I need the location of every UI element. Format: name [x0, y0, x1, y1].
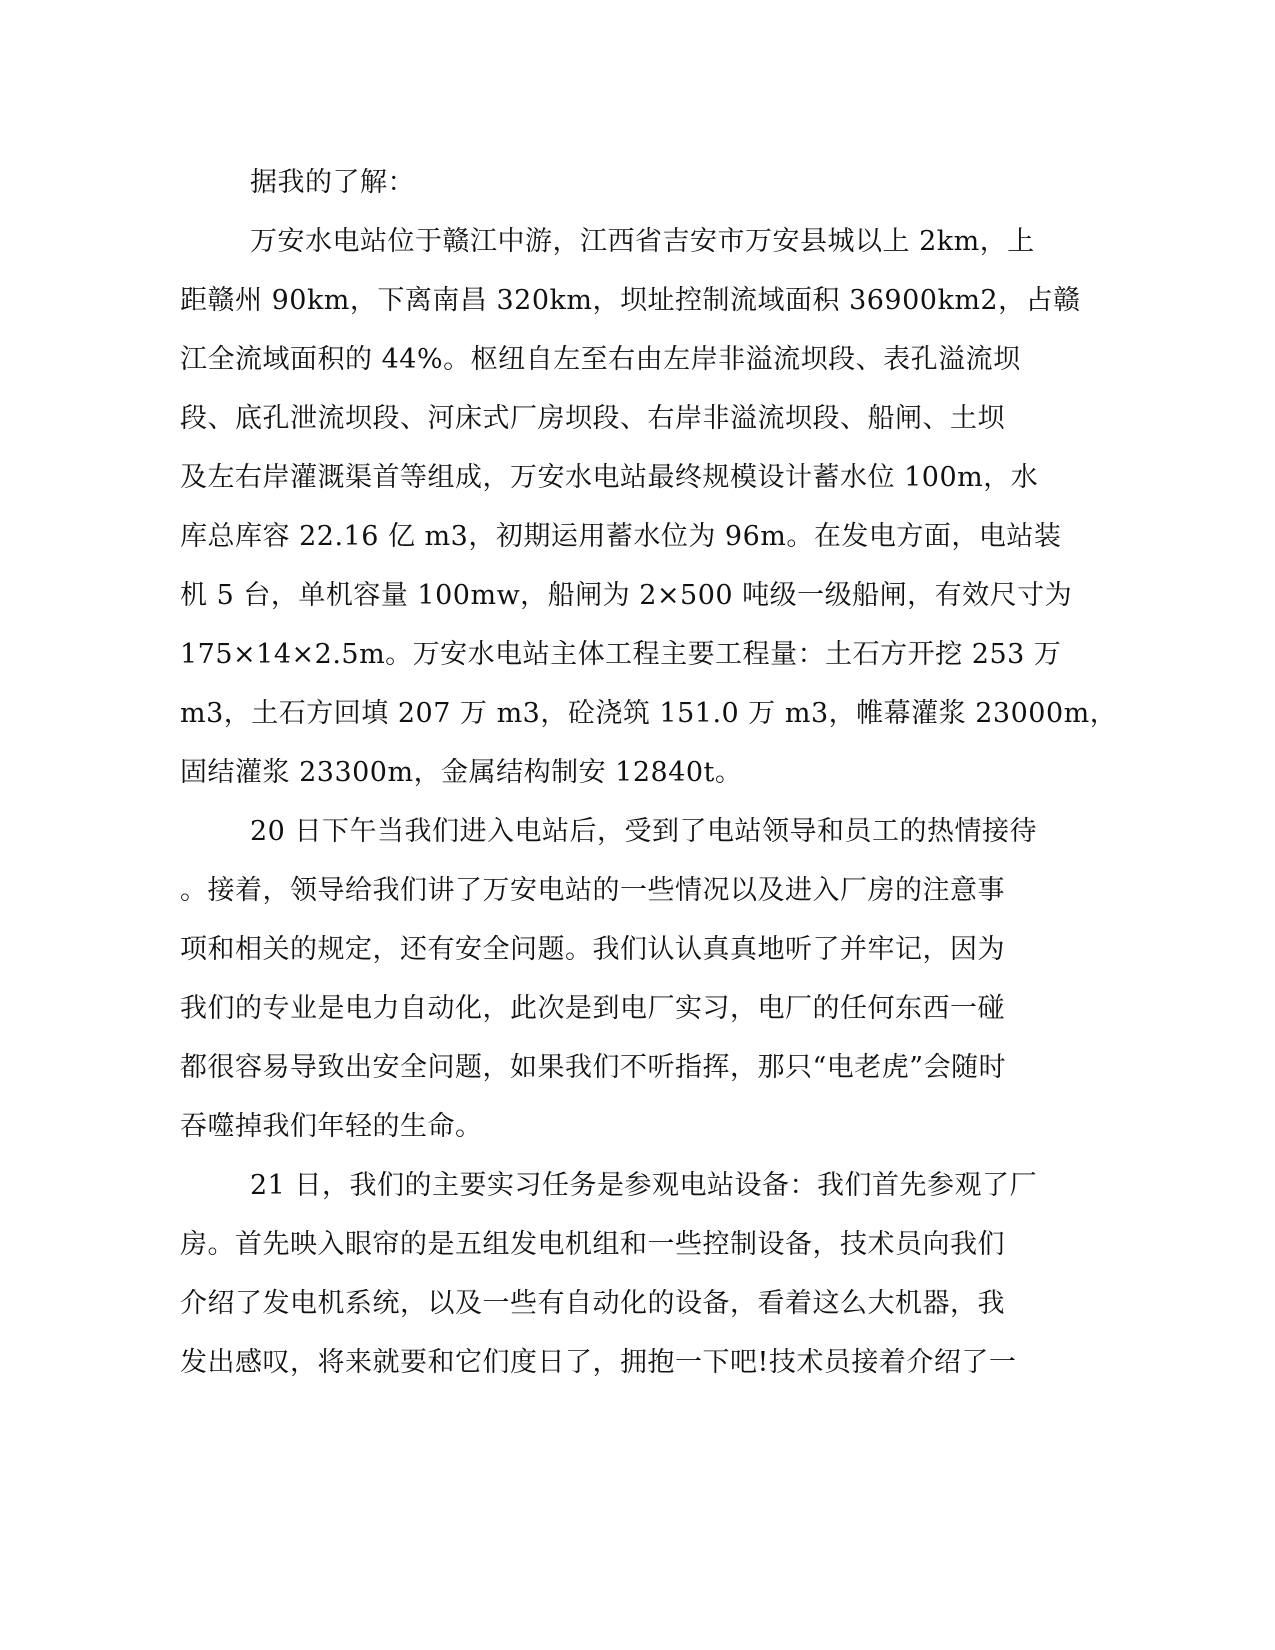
paragraph-1-line-2: 距赣州 90km，下离南昌 320km，坝址控制流域面积 36900km2，占赣 — [180, 285, 1081, 316]
paragraph-2-line-3: 项和相关的规定，还有安全问题。我们认认真真地听了并牢记，因为 — [180, 934, 1005, 965]
paragraph-1-line-1: 万安水电站位于赣江中游，江西省吉安市万安县城以上 2km，上 — [250, 226, 1035, 257]
paragraph-2-line-5: 都很容易导致出安全问题，如果我们不听指挥，那只“电老虎”会随时 — [180, 1052, 1007, 1083]
paragraph-3-line-1: 21 日，我们的主要实习任务是参观电站设备：我们首先参观了厂 — [250, 1170, 1037, 1201]
paragraph-2-line-2: 。接着，领导给我们讲了万安电站的一些情况以及进入厂房的注意事 — [180, 875, 1005, 906]
paragraph-3-line-4: 发出感叹，将来就要和它们度日了，拥抱一下吧!技术员接着介绍了一 — [180, 1347, 1017, 1378]
document-body — [180, 153, 1118, 1392]
paragraph-2-line-6: 吞噬掉我们年轻的生命。 — [180, 1111, 483, 1142]
paragraph-3-line-3: 介绍了发电机系统，以及一些有自动化的设备，看着这么大机器，我 — [180, 1288, 1005, 1319]
paragraph-1-line-3: 江全流域面积的 44%。枢纽自左至右由左岸非溢流坝段、表孔溢流坝 — [180, 344, 1021, 375]
paragraph-1-line-7: 机 5 台，单机容量 100mw，船闸为 2×500 吨级一级船闸，有效尺寸为 — [180, 580, 1073, 611]
paragraph-1-line-8: 175×14×2.5m。万安水电站主体工程主要工程量：土石方开挖 253 万 — [180, 639, 1062, 670]
paragraph-1-line-6: 库总库容 22.16 亿 m3，初期运用蓄水位为 96m。在发电方面，电站装 — [180, 521, 1062, 552]
paragraph-1-line-5: 及左右岸灌溉渠首等组成，万安水电站最终规模设计蓄水位 100m，水 — [180, 462, 1039, 493]
paragraph-2-line-4: 我们的专业是电力自动化，此次是到电厂实习，电厂的任何东西一碰 — [180, 993, 1005, 1024]
paragraph-2-line-1: 20 日下午当我们进入电站后，受到了电站领导和员工的热情接待 — [250, 816, 1037, 847]
paragraph-1-line-4: 段、底孔泄流坝段、河床式厂房坝段、右岸非溢流坝段、船闸、土坝 — [180, 403, 1005, 434]
paragraph-intro-line: 据我的了解： — [250, 167, 415, 198]
paragraph-1-line-9: m3，土石方回填 207 万 m3，砼浇筑 151.0 万 m3，帷幕灌浆 23000m， — [180, 698, 1118, 729]
paragraph-1-line-10: 固结灌浆 23300m，金属结构制安 12840t。 — [180, 757, 743, 788]
paragraph-3-line-2: 房。首先映入眼帘的是五组发电机组和一些控制设备，技术员向我们 — [180, 1229, 1005, 1260]
